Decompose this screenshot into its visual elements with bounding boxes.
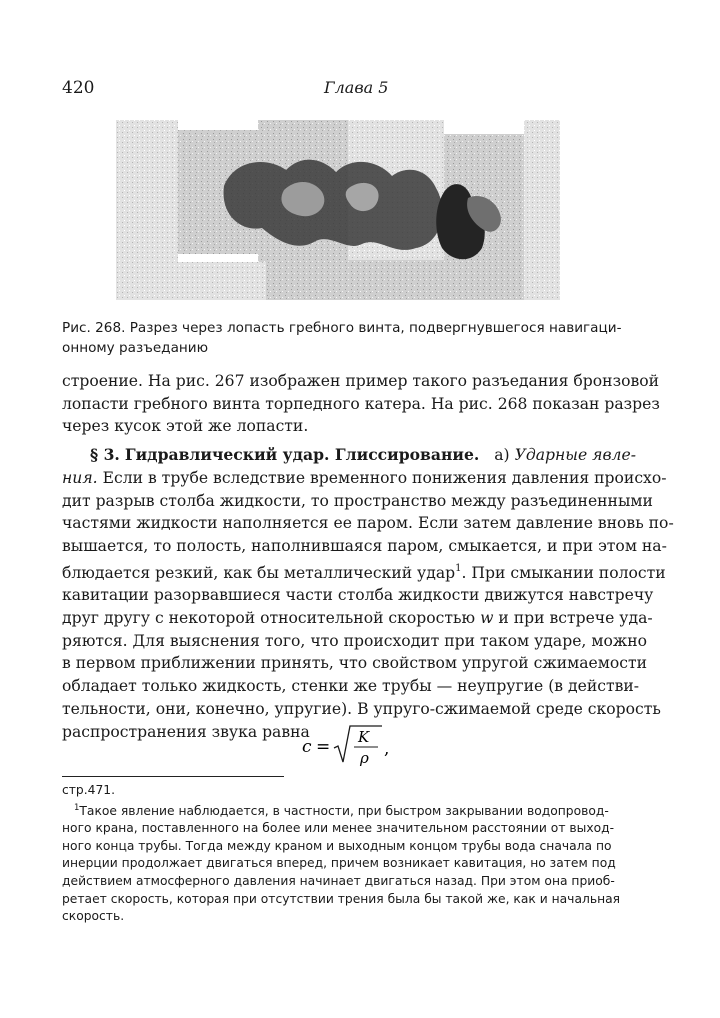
text-line: друг другу с некоторой относительной скоростью w и при встрече уда- (62, 609, 653, 628)
formula-comma: , (384, 739, 390, 759)
figure-caption (62, 318, 662, 358)
footnote-line: скорость. (62, 909, 125, 924)
text-line: частями жидкости наполняется ее паром. Если затем давление вновь по- (62, 514, 674, 533)
propeller-section-image (116, 120, 560, 300)
footnote-marker: 1 (74, 802, 80, 813)
footnote-line: действием атмосферного давления начинает двигаться назад. При этом она приоб- (62, 873, 615, 888)
footnote-line: инерции продолжает двигаться вперед, причем возникает кавитация, но затем под (62, 856, 616, 871)
formula-sound-speed (300, 722, 420, 772)
text-line: через кусок этой же лопасти. (62, 417, 309, 436)
text-line: распространения звука равна (62, 722, 310, 741)
formula-denominator: ρ (360, 749, 369, 767)
text-line: кавитации разорвавшиеся части столба жидкости движутся навстречу (62, 586, 654, 605)
footnote-line: ного крана, поставленного на более или менее значительном расстоянии от выход- (62, 821, 615, 836)
photo-panel (524, 120, 560, 300)
subsection-label: а) (494, 446, 510, 465)
page-number: 420 (62, 78, 95, 98)
chapter-title: Глава 5 (324, 78, 389, 97)
text-line: ния. Если в трубе вследствие временного понижения давления происхо- (62, 468, 667, 487)
formula-lhs: c (302, 737, 312, 757)
text-line: в первом приближении принять, что свойством упругой сжимаемости (62, 654, 648, 673)
formula-numerator: K (358, 728, 370, 746)
text-line: тельности, они, конечно, упругие). В упруго-сжимаемой среде скорость (62, 699, 661, 718)
photo-panel (116, 120, 178, 262)
section-title: Гидравлический удар. Глиссирование. (124, 445, 480, 465)
caption-line: онному разъеданию (62, 340, 209, 356)
footnote-ref: стр.471. (62, 783, 116, 797)
footnote-line: ного конца трубы. Тогда между краном и выходным концом трубы вода сначала по (62, 838, 612, 853)
text-line: лопасти гребного винта торпедного катера. На рис. 268 показан разрез (62, 394, 660, 413)
caption-line: Рис. 268. Разрез через лопасть гребного винта, подвергнувшегося навигаци- (62, 320, 622, 336)
section-number: § 3. (90, 445, 120, 465)
footnote-line: $^1$Такое явление наблюдается, в частности, при быстром закрывании водопровод- (74, 802, 609, 818)
text-line: дит разрыв столба жидкости, то пространство между разъединенными (62, 491, 653, 510)
footnote-rule (62, 776, 284, 777)
formula-equals: = (316, 737, 331, 757)
text-line: обладает только жидкость, стенки же трубы — неупругие (в действи- (62, 677, 640, 696)
subsection-title: Ударные явле- (514, 446, 636, 465)
footnote-marker: 1 (455, 562, 462, 574)
text-line: строение. На рис. 267 изображен пример такого разъедания бронзовой (62, 372, 660, 390)
text-line: блюдается резкий, как бы металлический удар$^1$. При смыкании полости (62, 562, 666, 582)
text-line: ряются. Для выяснения того, что происходит при таком ударе, можно (62, 631, 647, 650)
section-heading-line (62, 444, 662, 467)
text-line: вышается, то полость, наполнившаяся паром, смыкается, и при этом на- (62, 536, 667, 555)
body-text (62, 370, 674, 743)
photo-panel (266, 260, 524, 300)
footnote-line: ретает скорость, которая при отсутствии трения была бы такой же, как и начальная (62, 891, 621, 906)
page-header (62, 78, 662, 100)
footnotes (62, 782, 662, 926)
figure-photo (116, 120, 560, 300)
